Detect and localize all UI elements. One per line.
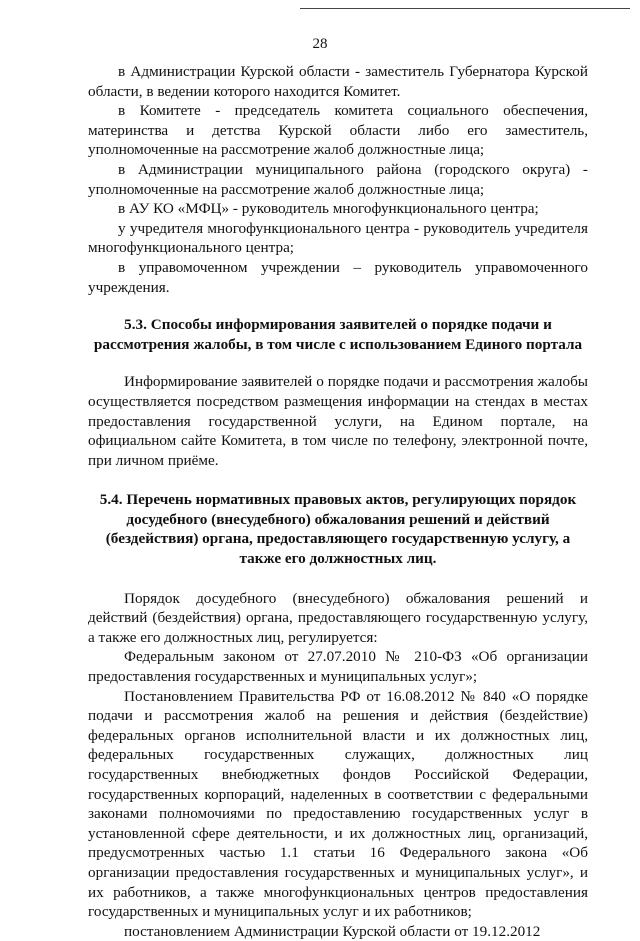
paragraph: в АУ КО «МФЦ» - руководитель многофункционального центра; — [118, 200, 539, 218]
paragraph: в Администрации Курской области - заместитель Губернатора Курской области, в ведении которого находится Комитет. — [88, 63, 588, 100]
top-rule — [300, 8, 630, 9]
paragraph: в управомоченном учреждении – руководитель управомоченного учреждения. — [88, 258, 588, 296]
section-heading-5-4: 5.4. Перечень нормативных правовых актов, регулирующих порядок досудебного (внесудебного) обжалования решений и действий (бездействия) органа, предоставляющего государственную услугу, а также его должностных лиц. — [99, 491, 577, 568]
paragraph: Информирование заявителей о порядке подачи и рассмотрения жалобы осуществляется посредством размещения информации на стендах в местах предоставления государственной услуги, на Едином портале, на официальном сайте Комитета, в том числе по телефону, электронной почте, при личном приёме. — [88, 373, 588, 469]
page-number: 28 — [312, 36, 328, 52]
paragraph: в Комитете - председатель комитета социального обеспечения, материнства и детства Курской области либо его заместитель, уполномоченные на рассмотрение жалоб должностные лица; — [88, 102, 588, 159]
paragraph: Порядок досудебного (внесудебного) обжалования решений и действий (бездействия) органа, предоставляющего государственную услугу, а также его должностных лиц, регулируется: — [88, 589, 588, 646]
paragraph: Федеральным законом от 27.07.2010 № 210-ФЗ «Об организации предоставления государственных и муниципальных услуг»; — [88, 648, 588, 686]
paragraph: у учредителя многофункционального центра - руководитель учредителя многофункционального центра; — [88, 219, 588, 257]
paragraph: Постановлением Правительства РФ от 16.08.2012 № 840 «О порядке подачи и рассмотрения жалоб на решения и действия (бездействие) федеральных органов исполнительной власти и их должностных лиц, федеральных государственных служащих, должностных лиц государственных внебюджетных фондов Российской Федерации, государственных корпораций, наделенных в соответствии с федеральными законами полномочиями по предоставлению государственных услуг в установленной сфере деятельности, и их должностных лиц, организаций, предусмотренных частью 1.1 статьи 16 Федерального закона «Об организации предоставления государственных и муниципальных услуг», и их работников, а также многофункциональных центров предоставления государственных и муниципальных услуг и их работников; — [88, 687, 588, 921]
paragraph: в Администрации муниципального района (городского округа) - уполномоченные на рассмотрение жалоб должностные лица; — [88, 160, 588, 198]
paragraph: постановлением Администрации Курской области от 19.12.2012 — [124, 922, 541, 940]
document-body — [88, 62, 588, 941]
section-heading-5-3: 5.3. Способы информирования заявителей о порядке подачи и рассмотрения жалобы, в том числе с использованием Единого портала — [93, 316, 583, 353]
